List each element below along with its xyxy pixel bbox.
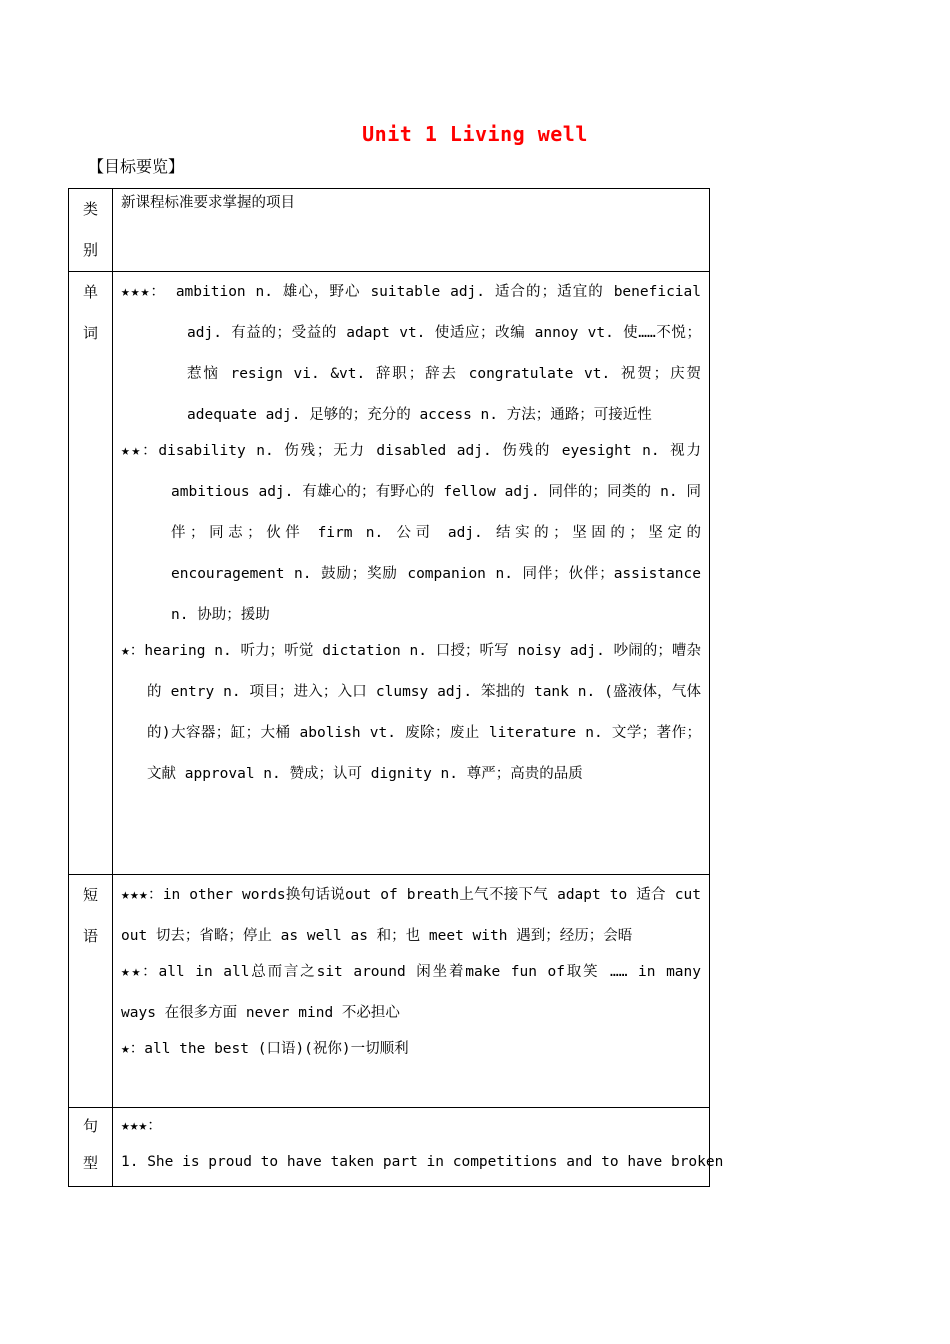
category-cell-phrases [69,875,113,1108]
table-row-phrases [69,875,710,1108]
page-title: Unit 1 Living well [362,122,588,146]
vocab-three-star: ★★★： ambition n. 雄心，野心 suitable adj. 适合的；适宜的 beneficial adj. 有益的；受益的 adapt vt. 使适应；改编 annoy vt. 使……不悦；惹恼 resign vi. &vt. 辞职；辞去 congratulate vt. 祝贺；庆贺 adequate adj. 足够的；充分的 access n. 方法；通路；可接近性 [121,284,701,423]
section-heading: 【目标要览】 [88,157,185,176]
content-cell-header [113,189,710,272]
sentence-1: 1. She is proud to have taken part in competitions and to have broken [121,1154,724,1170]
category-label: 短语 [82,886,98,945]
table-row-vocabulary [69,272,710,875]
content-cell-phrases [113,875,710,1108]
phrases-one-star: ★：all the best (口语)(祝你)一切顺利 [121,1041,409,1057]
phrases-two-star: ★★：all in all总而言之sit around 闲坐着make fun of取笑 …… in many ways 在很多方面 never mind 不必担心 [121,964,701,1021]
category-cell-vocabulary [69,272,113,875]
category-label: 句型 [82,1117,98,1172]
category-cell-sentences [69,1108,113,1187]
vocab-two-star: ★★：disability n. 伤残；无力 disabled adj. 伤残的 eyesight n. 视力 ambitious adj. 有雄心的；有野心的 fellow adj. 同伴的；同类的 n. 同伴；同志；伙伴 firm n. 公司 adj. 结实的；坚固的；坚定的 encouragement n. 鼓励；奖励 companion n. 同伴；伙伴；assistance n. 协助；援助 [121,443,701,623]
content-cell-sentences [113,1108,724,1187]
table-row-sentences [69,1108,710,1187]
vocab-one-star: ★：hearing n. 听力；听觉 dictation n. 口授；听写 noisy adj. 吵闹的；嘈杂的 entry n. 项目；进入；入口 clumsy adj. 笨拙的 tank n. (盛液体，气体的)大容器；缸；大桶 abolish vt. 废除；废止 literature n. 文学；著作；文献 approval n. 赞成；认可 dignity n. 尊严；高贵的品质 [121,643,701,782]
category-cell-header [69,189,113,272]
objectives-table [68,188,724,1187]
header-content: 新课程标准要求掌握的项目 [121,195,295,211]
content-cell-vocabulary [113,272,710,875]
phrases-three-star: ★★★：in other words换句话说out of breath上气不接下气 adapt to 适合 cut out 切去；省略；停止 as well as 和；也 meet with 遇到；经历；会晤 [121,887,701,944]
sentences-three-star: ★★★： [121,1118,162,1134]
category-label: 单词 [82,283,98,342]
category-label: 类别 [82,200,98,259]
table-row-header [69,189,710,272]
